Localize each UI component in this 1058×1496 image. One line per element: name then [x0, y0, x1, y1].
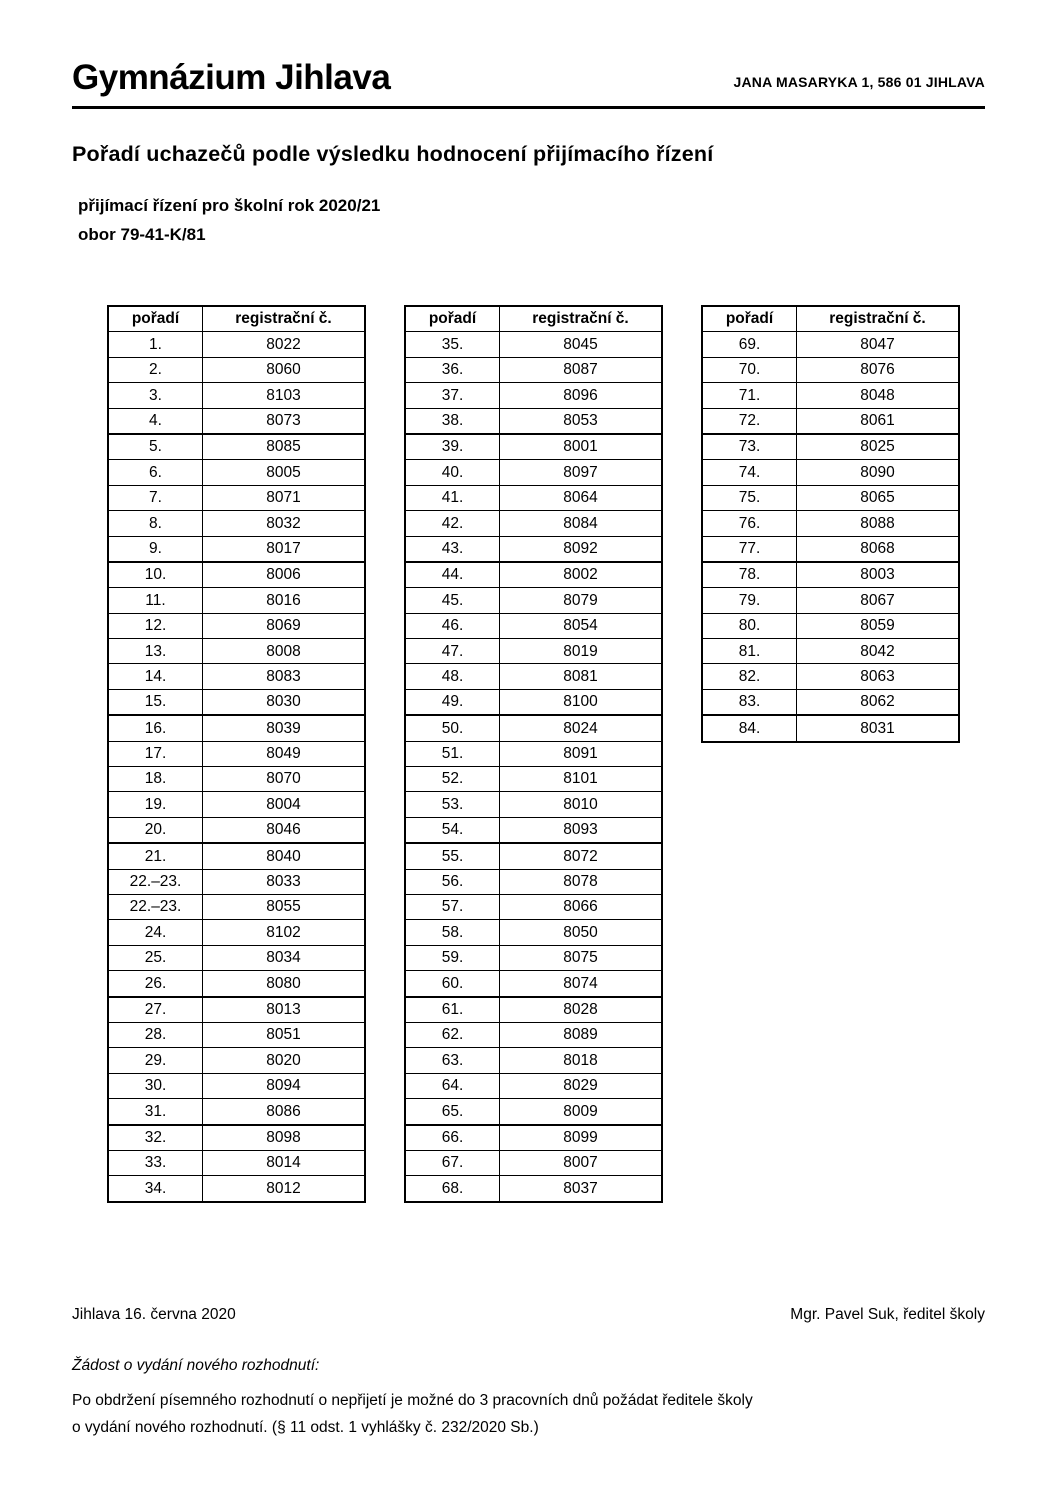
table-row — [405, 971, 662, 997]
table-row — [405, 1150, 662, 1175]
table-row — [405, 869, 662, 894]
registration-number-cell: 8072 — [500, 843, 663, 869]
registration-number-cell: 8005 — [203, 460, 366, 485]
rank-cell: 55. — [405, 843, 500, 869]
rank-cell: 80. — [702, 613, 797, 638]
rank-cell: 53. — [405, 792, 500, 817]
rank-cell: 4. — [108, 408, 203, 434]
table-row — [405, 792, 662, 817]
table-row — [702, 715, 959, 741]
rank-cell: 67. — [405, 1150, 500, 1175]
rank-cell: 74. — [702, 460, 797, 485]
rank-cell: 26. — [108, 971, 203, 997]
registration-number-cell: 8099 — [500, 1125, 663, 1151]
table-row — [405, 767, 662, 792]
registration-number-cell: 8063 — [797, 664, 960, 689]
registration-number-cell: 8042 — [797, 639, 960, 664]
rank-cell: 18. — [108, 767, 203, 792]
rank-cell: 11. — [108, 588, 203, 613]
ranking-table-1 — [107, 305, 366, 1203]
column-header-rank: pořadí — [405, 306, 500, 332]
rank-cell: 12. — [108, 613, 203, 638]
rank-cell: 31. — [108, 1099, 203, 1125]
registration-number-cell: 8080 — [203, 971, 366, 997]
registration-number-cell: 8069 — [203, 613, 366, 638]
registration-number-cell: 8012 — [203, 1176, 366, 1202]
table-row — [405, 894, 662, 919]
rank-cell: 64. — [405, 1073, 500, 1098]
table-row — [108, 741, 365, 766]
table-row — [405, 485, 662, 510]
registration-number-cell: 8019 — [500, 639, 663, 664]
registration-number-cell: 8049 — [203, 741, 366, 766]
rank-cell: 58. — [405, 920, 500, 945]
registration-number-cell: 8103 — [203, 383, 366, 408]
registration-number-cell: 8098 — [203, 1125, 366, 1151]
registration-number-cell: 8029 — [500, 1073, 663, 1098]
rank-cell: 51. — [405, 741, 500, 766]
footer-line — [72, 1306, 985, 1324]
registration-number-cell: 8081 — [500, 664, 663, 689]
rank-cell: 32. — [108, 1125, 203, 1151]
table-row — [108, 562, 365, 588]
table-row — [108, 485, 365, 510]
rank-cell: 79. — [702, 588, 797, 613]
subtitle-field-code: obor 79-41-K/81 — [78, 225, 206, 244]
registration-number-cell: 8028 — [500, 997, 663, 1023]
table-row — [108, 997, 365, 1023]
table-row — [108, 971, 365, 997]
table-row — [702, 588, 959, 613]
registration-number-cell: 8097 — [500, 460, 663, 485]
registration-number-cell: 8017 — [203, 536, 366, 562]
table-row — [405, 562, 662, 588]
table-row — [702, 434, 959, 460]
registration-number-cell: 8048 — [797, 383, 960, 408]
table-header-row — [108, 306, 365, 332]
page-title: Pořadí uchazečů podle výsledku hodnocení přijímacího řízení — [72, 142, 714, 166]
rank-cell: 14. — [108, 664, 203, 689]
table-row — [108, 536, 365, 562]
rank-cell: 60. — [405, 971, 500, 997]
rank-cell: 56. — [405, 869, 500, 894]
rank-cell: 19. — [108, 792, 203, 817]
table-row — [108, 869, 365, 894]
registration-number-cell: 8089 — [500, 1022, 663, 1047]
rank-cell: 5. — [108, 434, 203, 460]
rank-cell: 22.–23. — [108, 869, 203, 894]
table-row — [702, 536, 959, 562]
table-row — [108, 894, 365, 919]
table-header-row — [405, 306, 662, 332]
rank-cell: 43. — [405, 536, 500, 562]
table-row — [405, 536, 662, 562]
table-row — [405, 1022, 662, 1047]
rank-cell: 66. — [405, 1125, 500, 1151]
registration-number-cell: 8022 — [203, 332, 366, 357]
table-row — [405, 945, 662, 970]
registration-number-cell: 8037 — [500, 1176, 663, 1202]
registration-number-cell: 8075 — [500, 945, 663, 970]
rank-cell: 61. — [405, 997, 500, 1023]
registration-number-cell: 8076 — [797, 357, 960, 382]
registration-number-cell: 8046 — [203, 817, 366, 843]
new-decision-note — [72, 1357, 985, 1441]
table-row — [405, 332, 662, 357]
registration-number-cell: 8024 — [500, 715, 663, 741]
registration-number-cell: 8054 — [500, 613, 663, 638]
registration-number-cell: 8018 — [500, 1048, 663, 1073]
rank-cell: 84. — [702, 715, 797, 741]
table-row — [108, 792, 365, 817]
table-row — [702, 664, 959, 689]
rank-cell: 59. — [405, 945, 500, 970]
registration-number-cell: 8010 — [500, 792, 663, 817]
rank-cell: 46. — [405, 613, 500, 638]
ranking-tables — [107, 305, 960, 1203]
registration-number-cell: 8040 — [203, 843, 366, 869]
table-row — [108, 383, 365, 408]
table-row — [702, 485, 959, 510]
table-row — [108, 460, 365, 485]
rank-cell: 82. — [702, 664, 797, 689]
registration-number-cell: 8055 — [203, 894, 366, 919]
column-header-rank: pořadí — [108, 306, 203, 332]
registration-number-cell: 8032 — [203, 511, 366, 536]
table-row — [405, 511, 662, 536]
registration-number-cell: 8096 — [500, 383, 663, 408]
rank-cell: 52. — [405, 767, 500, 792]
registration-number-cell: 8060 — [203, 357, 366, 382]
rank-cell: 77. — [702, 536, 797, 562]
rank-cell: 21. — [108, 843, 203, 869]
registration-number-cell: 8013 — [203, 997, 366, 1023]
table-row — [702, 357, 959, 382]
rank-cell: 69. — [702, 332, 797, 357]
table-row — [108, 664, 365, 689]
table-row — [702, 639, 959, 664]
table-row — [108, 1176, 365, 1202]
table-row — [108, 434, 365, 460]
rank-cell: 72. — [702, 408, 797, 434]
rank-cell: 6. — [108, 460, 203, 485]
table-row — [108, 408, 365, 434]
registration-number-cell: 8067 — [797, 588, 960, 613]
registration-number-cell: 8053 — [500, 408, 663, 434]
rank-cell: 36. — [405, 357, 500, 382]
table-row — [702, 562, 959, 588]
note-text-line-2: o vydání nového rozhodnutí. (§ 11 odst. 1 vyhlášky č. 232/2020 Sb.) — [72, 1419, 539, 1436]
rank-cell: 37. — [405, 383, 500, 408]
registration-number-cell: 8084 — [500, 511, 663, 536]
table-row — [108, 1022, 365, 1047]
registration-number-cell: 8086 — [203, 1099, 366, 1125]
column-header-registration-number: registrační č. — [797, 306, 960, 332]
rank-cell: 39. — [405, 434, 500, 460]
table-row — [405, 383, 662, 408]
table-row — [405, 817, 662, 843]
table-row — [108, 588, 365, 613]
table-row — [108, 689, 365, 715]
table-row — [108, 817, 365, 843]
registration-number-cell: 8091 — [500, 741, 663, 766]
rank-cell: 40. — [405, 460, 500, 485]
registration-number-cell: 8016 — [203, 588, 366, 613]
table-row — [405, 997, 662, 1023]
rank-cell: 35. — [405, 332, 500, 357]
table-row — [108, 1048, 365, 1073]
registration-number-cell: 8068 — [797, 536, 960, 562]
registration-number-cell: 8094 — [203, 1073, 366, 1098]
table-row — [702, 511, 959, 536]
table-row — [108, 332, 365, 357]
table-row — [405, 1125, 662, 1151]
registration-number-cell: 8050 — [500, 920, 663, 945]
registration-number-cell: 8034 — [203, 945, 366, 970]
table-row — [405, 588, 662, 613]
rank-cell: 47. — [405, 639, 500, 664]
rank-cell: 73. — [702, 434, 797, 460]
registration-number-cell: 8061 — [797, 408, 960, 434]
registration-number-cell: 8093 — [500, 817, 663, 843]
table-row — [405, 1048, 662, 1073]
table-row — [108, 613, 365, 638]
table-row — [405, 1073, 662, 1098]
school-logo-text: Gymnázium Jihlava — [72, 58, 391, 97]
registration-number-cell: 8030 — [203, 689, 366, 715]
registration-number-cell: 8020 — [203, 1048, 366, 1073]
table-row — [405, 741, 662, 766]
table-row — [108, 767, 365, 792]
registration-number-cell: 8003 — [797, 562, 960, 588]
rank-cell: 49. — [405, 689, 500, 715]
rank-cell: 78. — [702, 562, 797, 588]
rank-cell: 83. — [702, 689, 797, 715]
column-header-registration-number: registrační č. — [500, 306, 663, 332]
table-row — [405, 434, 662, 460]
registration-number-cell: 8047 — [797, 332, 960, 357]
rank-cell: 8. — [108, 511, 203, 536]
rank-cell: 63. — [405, 1048, 500, 1073]
registration-number-cell: 8045 — [500, 332, 663, 357]
rank-cell: 3. — [108, 383, 203, 408]
rank-cell: 34. — [108, 1176, 203, 1202]
note-text-line-1: Po obdržení písemného rozhodnutí o nepřijetí je možné do 3 pracovních dnů požádat ředitele školy — [72, 1392, 753, 1409]
registration-number-cell: 8007 — [500, 1150, 663, 1175]
registration-number-cell: 8085 — [203, 434, 366, 460]
table-row — [405, 664, 662, 689]
rank-cell: 17. — [108, 741, 203, 766]
rank-cell: 81. — [702, 639, 797, 664]
table-row — [108, 920, 365, 945]
rank-cell: 22.–23. — [108, 894, 203, 919]
table-row — [108, 715, 365, 741]
table-row — [108, 1125, 365, 1151]
registration-number-cell: 8071 — [203, 485, 366, 510]
table-row — [405, 843, 662, 869]
registration-number-cell: 8088 — [797, 511, 960, 536]
column-header-rank: pořadí — [702, 306, 797, 332]
table-row — [108, 1099, 365, 1125]
rank-cell: 29. — [108, 1048, 203, 1073]
registration-number-cell: 8062 — [797, 689, 960, 715]
ranking-table-3 — [701, 305, 960, 743]
rank-cell: 65. — [405, 1099, 500, 1125]
registration-number-cell: 8087 — [500, 357, 663, 382]
rank-cell: 57. — [405, 894, 500, 919]
rank-cell: 20. — [108, 817, 203, 843]
table-row — [108, 357, 365, 382]
rank-cell: 25. — [108, 945, 203, 970]
school-address: JANA MASARYKA 1, 586 01 JIHLAVA — [733, 74, 985, 90]
rank-cell: 68. — [405, 1176, 500, 1202]
registration-number-cell: 8101 — [500, 767, 663, 792]
registration-number-cell: 8070 — [203, 767, 366, 792]
registration-number-cell: 8102 — [203, 920, 366, 945]
table-row — [702, 613, 959, 638]
registration-number-cell: 8090 — [797, 460, 960, 485]
registration-number-cell: 8073 — [203, 408, 366, 434]
table-row — [702, 689, 959, 715]
rank-cell: 62. — [405, 1022, 500, 1047]
table-row — [405, 460, 662, 485]
registration-number-cell: 8065 — [797, 485, 960, 510]
table-row — [702, 332, 959, 357]
table-row — [405, 715, 662, 741]
registration-number-cell: 8079 — [500, 588, 663, 613]
rank-cell: 24. — [108, 920, 203, 945]
rank-cell: 1. — [108, 332, 203, 357]
rank-cell: 45. — [405, 588, 500, 613]
masthead-divider — [72, 106, 985, 109]
registration-number-cell: 8004 — [203, 792, 366, 817]
rank-cell: 28. — [108, 1022, 203, 1047]
table-row — [405, 639, 662, 664]
registration-number-cell: 8025 — [797, 434, 960, 460]
rank-cell: 7. — [108, 485, 203, 510]
registration-number-cell: 8009 — [500, 1099, 663, 1125]
registration-number-cell: 8033 — [203, 869, 366, 894]
rank-cell: 76. — [702, 511, 797, 536]
column-header-registration-number: registrační č. — [203, 306, 366, 332]
table-row — [405, 920, 662, 945]
rank-cell: 41. — [405, 485, 500, 510]
registration-number-cell: 8014 — [203, 1150, 366, 1175]
rank-cell: 71. — [702, 383, 797, 408]
rank-cell: 9. — [108, 536, 203, 562]
table-row — [108, 1073, 365, 1098]
rank-cell: 13. — [108, 639, 203, 664]
registration-number-cell: 8006 — [203, 562, 366, 588]
registration-number-cell: 8078 — [500, 869, 663, 894]
rank-cell: 33. — [108, 1150, 203, 1175]
table-row — [405, 689, 662, 715]
table-row — [702, 383, 959, 408]
table-row — [108, 843, 365, 869]
table-row — [405, 357, 662, 382]
registration-number-cell: 8064 — [500, 485, 663, 510]
registration-number-cell: 8059 — [797, 613, 960, 638]
table-header-row — [702, 306, 959, 332]
table-row — [108, 1150, 365, 1175]
rank-cell: 50. — [405, 715, 500, 741]
rank-cell: 30. — [108, 1073, 203, 1098]
rank-cell: 54. — [405, 817, 500, 843]
registration-number-cell: 8001 — [500, 434, 663, 460]
rank-cell: 16. — [108, 715, 203, 741]
rank-cell: 2. — [108, 357, 203, 382]
registration-number-cell: 8092 — [500, 536, 663, 562]
registration-number-cell: 8066 — [500, 894, 663, 919]
table-row — [702, 460, 959, 485]
rank-cell: 75. — [702, 485, 797, 510]
subtitle-school-year: přijímací řízení pro školní rok 2020/21 — [78, 196, 381, 215]
registration-number-cell: 8031 — [797, 715, 960, 741]
table-row — [405, 1099, 662, 1125]
registration-number-cell: 8002 — [500, 562, 663, 588]
registration-number-cell: 8039 — [203, 715, 366, 741]
table-row — [405, 408, 662, 434]
registration-number-cell: 8100 — [500, 689, 663, 715]
rank-cell: 70. — [702, 357, 797, 382]
rank-cell: 15. — [108, 689, 203, 715]
registration-number-cell: 8074 — [500, 971, 663, 997]
place-and-date: Jihlava 16. června 2020 — [72, 1306, 236, 1323]
note-heading: Žádost o vydání nového rozhodnutí: — [72, 1357, 320, 1374]
registration-number-cell: 8008 — [203, 639, 366, 664]
table-row — [405, 1176, 662, 1202]
director-signature: Mgr. Pavel Suk, ředitel školy — [790, 1306, 985, 1323]
table-row — [405, 613, 662, 638]
rank-cell: 10. — [108, 562, 203, 588]
registration-number-cell: 8083 — [203, 664, 366, 689]
rank-cell: 44. — [405, 562, 500, 588]
registration-number-cell: 8051 — [203, 1022, 366, 1047]
table-row — [702, 408, 959, 434]
rank-cell: 42. — [405, 511, 500, 536]
table-row — [108, 639, 365, 664]
rank-cell: 48. — [405, 664, 500, 689]
ranking-table-2 — [404, 305, 663, 1203]
rank-cell: 27. — [108, 997, 203, 1023]
table-row — [108, 945, 365, 970]
table-row — [108, 511, 365, 536]
rank-cell: 38. — [405, 408, 500, 434]
